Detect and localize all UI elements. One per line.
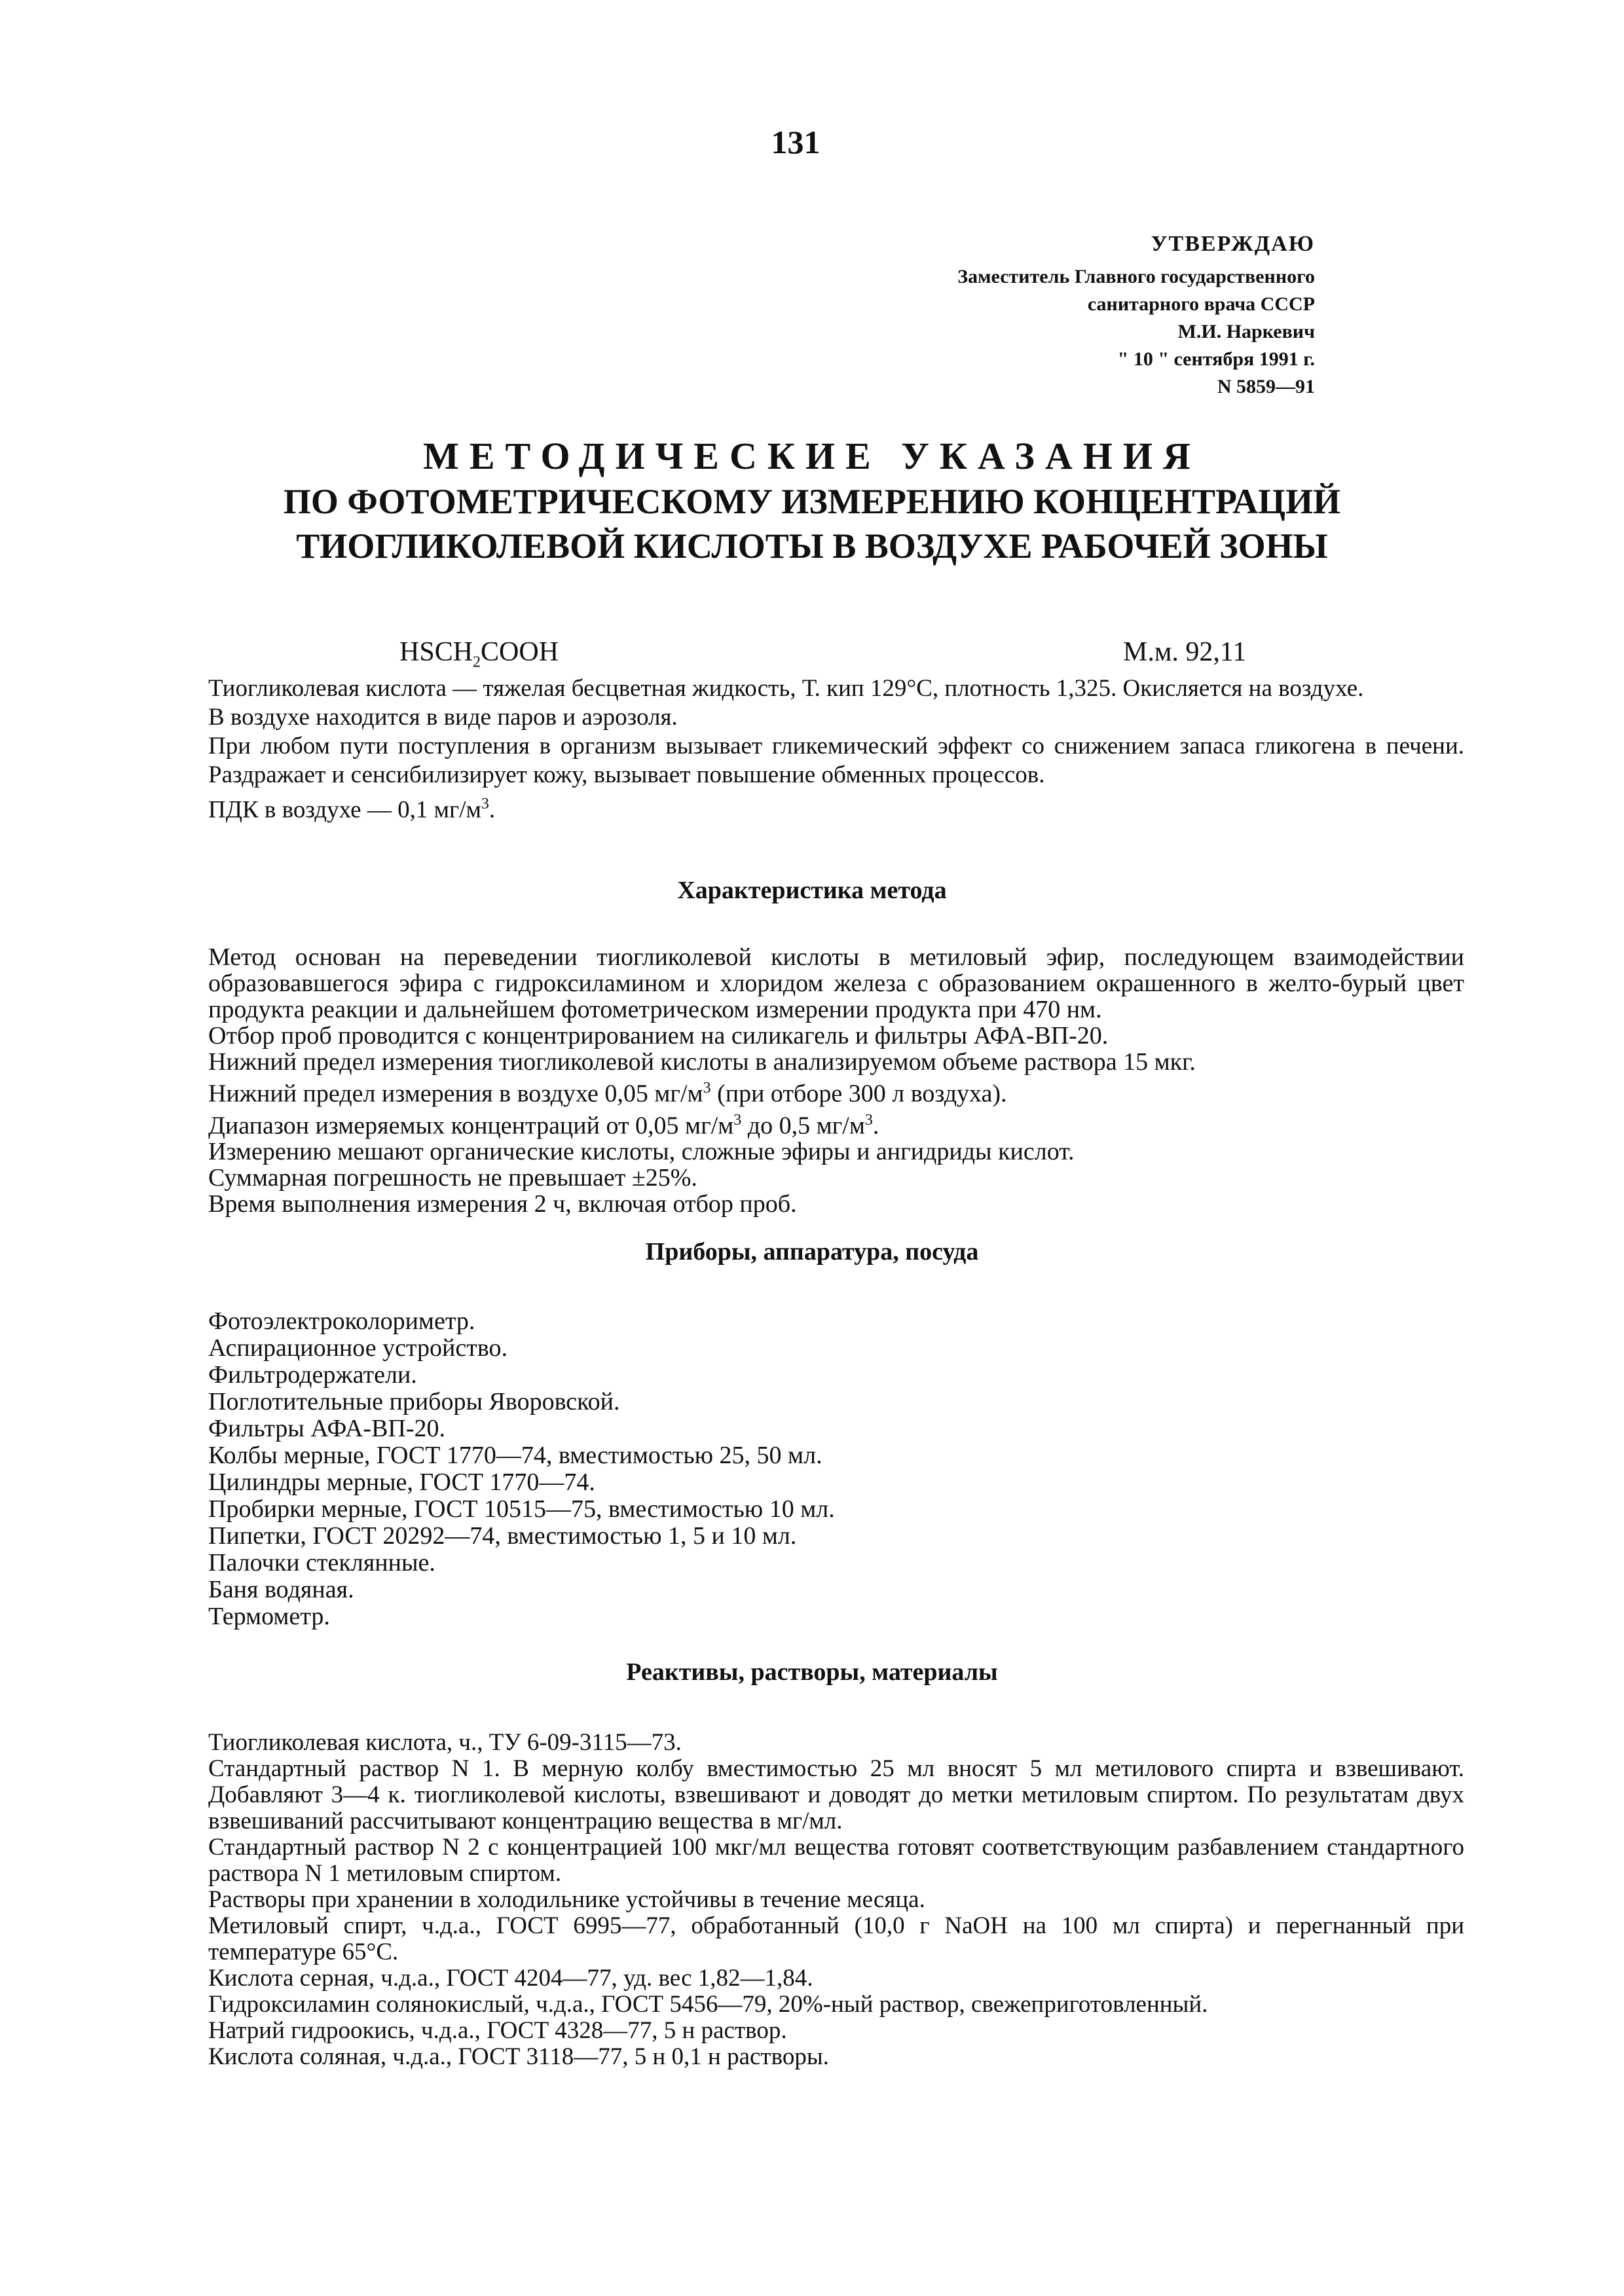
method-section [208, 944, 1464, 1217]
approval-line: Заместитель Главного государственного [957, 266, 1315, 287]
method-paragraph [208, 1075, 1464, 1107]
method-paragraph: Нижний предел измерения тиогликолевой кислоты в анализируемом объеме раствора 15 мкг. [208, 1048, 1196, 1076]
molecular-mass: М.м. 92,11 [1123, 637, 1247, 667]
method-text: Диапазон измеряемых концентраций от 0,05 мг/м [208, 1112, 734, 1140]
equipment-list [208, 1308, 1464, 1630]
method-text: до 0,5 мг/м [741, 1112, 865, 1140]
method-paragraph: Метод основан на переведении тиогликолевой кислоты в метиловый эфир, последующем взаимодействии образовавшегося эфира с гидроксиламином и хлоридом железа с образованием окрашенного в желто-бурый цвет продукта реакции и дальнейшем фотометрическом измерении продукта при 470 нм. [208, 943, 1464, 1023]
reagent-paragraph: Гидроксиламин солянокислый, ч.д.а., ГОСТ 5456—79, 20%-ный раствор, свежеприготовленный. [208, 1991, 1208, 2018]
equipment-item: Баня водяная. [208, 1576, 354, 1603]
method-paragraph [208, 1107, 1464, 1139]
reagent-paragraph: Метиловый спирт, ч.д.а., ГОСТ 6995—77, обработанный (10,0 г NaOH на 100 мл спирта) и перегнанный при температуре 65°С. [208, 1912, 1464, 1965]
reagents-section [208, 1730, 1464, 2070]
intro-paragraph [208, 703, 1464, 732]
method-paragraph: Время выполнения измерения 2 ч, включая отбор проб. [208, 1190, 797, 1218]
equipment-item: Аспирационное устройство. [208, 1334, 508, 1362]
section-heading: Реактивы, растворы, материалы [626, 1658, 998, 1686]
reagent-paragraph: Кислота соляная, ч.д.а., ГОСТ 3118—77, 5 н 0,1 н растворы. [208, 2043, 829, 2070]
intro-section [208, 674, 1464, 824]
superscript: 3 [864, 1111, 873, 1129]
method-paragraph: Отбор проб проводится с концентрированием на силикагель и фильтры АФА-ВП-20. [208, 1022, 1109, 1049]
intro-text: ПДК в воздухе — 0,1 мг/м [208, 796, 481, 824]
intro-paragraph [208, 674, 1464, 703]
method-paragraph: Суммарная погрешность не превышает ±25%. [208, 1164, 697, 1192]
reagent-paragraph: Натрий гидроокись, ч.д.а., ГОСТ 4328—77, 5 н раствор. [208, 2017, 787, 2044]
equipment-item: Термометр. [208, 1603, 330, 1630]
page-number: 131 [771, 124, 821, 160]
approval-line: санитарного врача СССР [1087, 293, 1315, 315]
equipment-item: Фотоэлектроколориметр. [208, 1307, 475, 1335]
title-line: МЕТОДИЧЕСКИЕ УКАЗАНИЯ [423, 435, 1201, 477]
method-text: Нижний предел измерения в воздухе 0,05 мг/м [208, 1080, 703, 1108]
formula-part: COOH [481, 637, 559, 667]
approval-line: М.И. Наркевич [1177, 321, 1315, 342]
superscript: 3 [481, 795, 489, 812]
section-heading: Приборы, аппаратура, посуда [645, 1238, 979, 1266]
reagent-paragraph: Кислота серная, ч.д.а., ГОСТ 4204—77, уд. вес 1,82—1,84. [208, 1965, 813, 1992]
intro-paragraph [208, 732, 1464, 790]
equipment-item: Поглотительные приборы Яворовской. [208, 1388, 620, 1415]
approval-heading: УТВЕРЖДАЮ [1151, 232, 1315, 256]
intro-text: В воздухе находится в виде паров и аэрозоля. [208, 704, 678, 731]
method-text: . [872, 1112, 879, 1140]
equipment-item: Цилиндры мерные, ГОСТ 1770—74. [208, 1468, 595, 1496]
reagent-paragraph: Стандартный раствор N 1. В мерную колбу вместимостью 25 мл вносят 5 мл метилового спирта и взвешивают. Добавляют 3—4 к. тиогликолевой кислоты, взвешивают и доводят до метки метиловым спиртом. По результатам двух взвешиваний рассчитывают концентрацию вещества в мг/мл. [208, 1755, 1464, 1834]
approval-line: " 10 " сентября 1991 г. [1117, 348, 1315, 370]
title-line: ТИОГЛИКОЛЕВОЙ КИСЛОТЫ В ВОЗДУХЕ РАБОЧЕЙ ЗОНЫ [296, 526, 1328, 566]
equipment-item: Фильтры АФА-ВП-20. [208, 1415, 446, 1442]
superscript: 3 [703, 1080, 711, 1097]
equipment-item: Пробирки мерные, ГОСТ 10515—75, вместимостью 10 мл. [208, 1495, 835, 1523]
reagent-paragraph: Тиогликолевая кислота, ч., ТУ 6-09-3115—73. [208, 1729, 682, 1756]
intro-text: При любом пути поступления в организм вызывает гликемический эффект со снижением запаса гликогена в печени. Раздражает и сенсибилизирует кожу, вызывает повышение обменных процессов. [208, 733, 1464, 788]
intro-text: Тиогликолевая кислота — тяжелая бесцветная жидкость, Т. кип 129°С, плотность 1,325. Окисляется на воздухе. [208, 675, 1364, 702]
title-line: ПО ФОТОМЕТРИЧЕСКОМУ ИЗМЕРЕНИЮ КОНЦЕНТРАЦИЙ [283, 482, 1341, 521]
method-paragraph: Измерению мешают органические кислоты, сложные эфиры и ангидриды кислот. [208, 1138, 1075, 1166]
intro-paragraph [208, 790, 1464, 824]
reagent-paragraph: Стандартный раствор N 2 с концентрацией 100 мкг/мл вещества готовят соответствующим разбавлением стандартного раствора N 1 метиловым спиртом. [208, 1834, 1464, 1887]
section-heading: Характеристика метода [677, 877, 947, 904]
formula-part: HSCH [399, 637, 473, 667]
approval-block [957, 230, 1315, 401]
equipment-item: Палочки стеклянные. [208, 1549, 435, 1576]
chemical-formula [399, 636, 559, 671]
formula-subscript: 2 [473, 653, 481, 671]
approval-line: N 5859—91 [1217, 376, 1315, 397]
document-title [0, 433, 1624, 568]
intro-text: . [489, 796, 496, 824]
equipment-item: Фильтродержатели. [208, 1361, 417, 1389]
reagent-paragraph: Растворы при хранении в холодильнике устойчивы в течение месяца. [208, 1886, 925, 1913]
method-text: (при отборе 300 л воздуха). [710, 1080, 1007, 1108]
superscript: 3 [733, 1111, 742, 1129]
equipment-item: Колбы мерные, ГОСТ 1770—74, вместимостью 25, 50 мл. [208, 1442, 822, 1469]
equipment-item: Пипетки, ГОСТ 20292—74, вместимостью 1, 5 и 10 мл. [208, 1522, 797, 1550]
